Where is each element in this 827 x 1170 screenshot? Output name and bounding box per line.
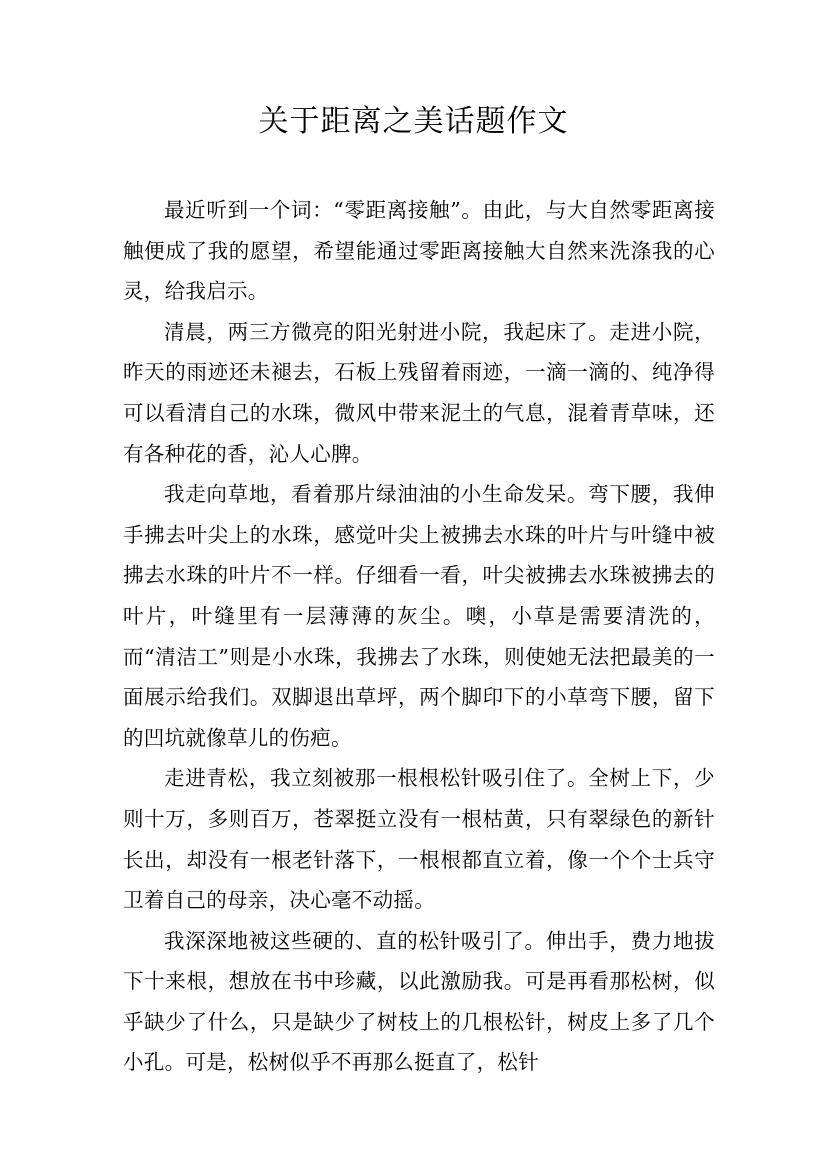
paragraph-2: 清晨，两三方微亮的阳光射进小院，我起床了。走进小院，昨天的雨迹还未褪去，石板上残留着雨迹，一滴一滴的、纯净得可以看清自己的水珠，微风中带来泥土的气息，混着青草味，还有各种花的香，沁人心脾。 (123, 319, 715, 466)
paragraph-1: 最近听到一个词：“零距离接触”。由此，与大自然零距离接触便成了我的愿望，希望能通过零距离接触大自然来洗涤我的心灵，给我启示。 (123, 198, 715, 304)
document-body (123, 190, 715, 1083)
paragraph-4: 走进青松，我立刻被那一根根松针吸引住了。全树上下，少则十万，多则百万，苍翠挺立没有一根枯黄，只有翠绿色的新针长出，却没有一根老针落下，一根根都直立着，像一个个士兵守卫着自己的母亲，决心毫不动摇。 (123, 766, 715, 913)
document-title: 关于距离之美话题作文 (258, 104, 569, 139)
paragraph-3: 我走向草地，看着那片绿油油的小生命发呆。弯下腰，我伸手拂去叶尖上的水珠，感觉叶尖上被拂去水珠的叶片与叶缝中被拂去水珠的叶片不一样。仔细看一看，叶尖被拂去水珠被拂去的叶片，叶缝里有一层薄薄的灰尘。噢，小草是需要清洗的，而“清洁工”则是小水珠，我拂去了水珠，则使她无法把最美的一面展示给我们。双脚退出草坪，两个脚印下的小草弯下腰，留下的凹坑就像草儿的伤疤。 (123, 482, 715, 750)
paragraph-5: 我深深地被这些硬的、直的松针吸引了。伸出手，费力地拔下十来根，想放在书中珍藏，以此激励我。可是再看那松树，似乎缺少了什么，只是缺少了树枝上的几根松针，树皮上多了几个小孔。可是，松树似乎不再那么挺直了，松针 (123, 928, 715, 1075)
